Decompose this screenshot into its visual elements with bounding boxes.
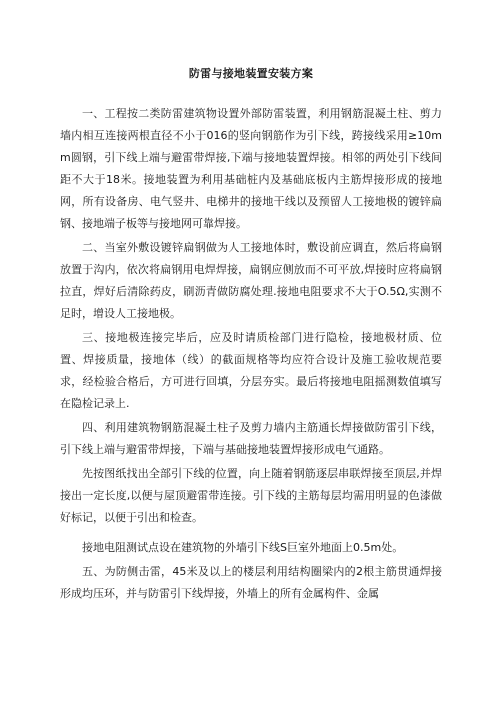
paragraph-2: 二、当室外敷设镀锌扁钢做为人工接地体时，敷设前应调直，然后将扁钢放置于沟内，依次将扁钢用电焊焊接，扁钢应侧放而不可平放,焊接时应将扁钢拉直，焊好后清除药皮，刷沥青做防腐处理.接地电阻要求不大于O.5Ω,实测不足时，增设人工接地极。: [60, 241, 442, 320]
paragraph-1: 一、工程按二类防雷建筑物设置外部防雷装置，利用钢筋混凝土柱、剪力墙内相互连接两根直径不小于016的竖向钢筋作为引下线，跨接线采用≥10mm圆钢，引下线上端与避雷带焊接,下端与接地装置焊接。相邻的两处引下线间距不大于18米。接地装置为利用基础桩内及基础底板内主筋焊接形成的接地网，所有设备房、电气竖井、电梯井的接地干线以及预留人工接地极的镀锌扁钢、接地端子板等与接地网可靠焊接。: [60, 107, 442, 230]
document-title: 防雷与接地装置安装方案: [188, 67, 314, 80]
paragraph-5: 先按图纸找出全部引下线的位置，向上随着钢筋逐层串联焊接至顶层,并焊接出一定长度,以便与屋顶避雷带连接。引下线的主筋每层均需用明显的色漆做好标记，以便于引出和检查。: [60, 467, 442, 524]
paragraph-4: 四、利用建筑物钢筋混凝土柱子及剪力墙内主筋通长焊接做防雷引下线，引下线上端与避雷带焊接，下端与基础接地装置焊接形成电气通路。: [60, 421, 442, 456]
paragraph-6: 接地电阻测试点设在建筑物的外墙引下线S巨室外地面上0.5m处。: [82, 541, 404, 554]
paragraph-7: 五、为防侧击雷，45米及以上的楼层利用结构圈梁内的2根主筋贯通焊接形成均压环，并与防雷引下线焊接，外墙上的所有金属构件、金属: [60, 565, 442, 600]
paragraph-3: 三、接地极连接完毕后，应及时请质检部门进行隐检，接地极材质、位置、焊接质量，接地体（线）的截面规格等均应符合设计及施工验收规范要求，经检验合格后，方可进行回填，分层夯实。最后将接地电阻摇测数值填写在隐检记录上.: [60, 331, 442, 410]
